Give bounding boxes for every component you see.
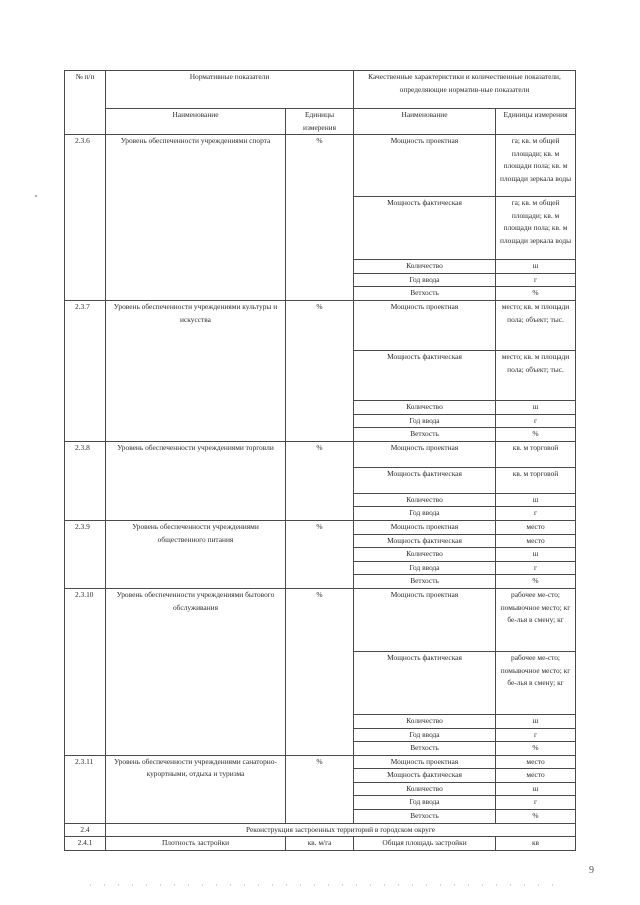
char-year: Год ввода bbox=[354, 561, 496, 575]
char-unit: % bbox=[496, 428, 576, 442]
char-power-design: Мощность проектная bbox=[354, 135, 496, 197]
char-power-actual: Мощность фактическая bbox=[354, 350, 496, 400]
section-title: Реконструкция застроенных территорий в городском округе bbox=[106, 823, 576, 837]
normatives-table bbox=[64, 70, 576, 851]
row-number: 2.3.9 bbox=[65, 520, 106, 588]
char-wear: Ветхость bbox=[354, 810, 496, 824]
char-unit: рабочее ме-сто; помывочное место; кг бе-лья в смену; кг bbox=[496, 651, 576, 714]
row-number: 2.3.7 bbox=[65, 300, 106, 441]
indicator-unit: кв. м/га bbox=[286, 837, 354, 851]
indicator-unit: % bbox=[286, 441, 354, 520]
scan-artifact bbox=[35, 195, 37, 197]
char-power-actual: Мощность фактическая bbox=[354, 651, 496, 714]
char-power-design: Мощность проектная bbox=[354, 300, 496, 350]
indicator-unit: % bbox=[286, 520, 354, 588]
char-power-actual: Мощность фактическая bbox=[354, 769, 496, 783]
char-wear: Ветхость bbox=[354, 287, 496, 301]
char-wear: Ветхость bbox=[354, 575, 496, 589]
char-unit: га; кв. м общей площади; кв. м площади пола; кв. м площади зеркала воды bbox=[496, 135, 576, 197]
char-unit: г bbox=[496, 561, 576, 575]
char-power-design: Мощность проектная bbox=[354, 520, 496, 534]
char-unit: место bbox=[496, 534, 576, 548]
char-unit: рабочее ме-сто; помывочное место; кг бе-лья в смену; кг bbox=[496, 588, 576, 651]
char-unit: место; кв. м площади пола; объект; тыс. bbox=[496, 300, 576, 350]
indicator-unit: % bbox=[286, 300, 354, 441]
header-normative: Нормативные показатели bbox=[106, 71, 354, 109]
char-unit: % bbox=[496, 742, 576, 756]
char-unit: г bbox=[496, 796, 576, 810]
header-units-2: Единицы измерения bbox=[496, 109, 576, 135]
header-num: № п/п bbox=[65, 71, 106, 135]
char-year: Год ввода bbox=[354, 273, 496, 287]
indicator-name: Уровень обеспеченности учреждениями спорта bbox=[106, 135, 286, 301]
char-power-actual: Мощность фактическая bbox=[354, 467, 496, 493]
char-power-design: Мощность проектная bbox=[354, 441, 496, 467]
char-quantity: Количество bbox=[354, 548, 496, 562]
char-unit: место bbox=[496, 520, 576, 534]
char-year: Год ввода bbox=[354, 507, 496, 521]
indicator-unit: % bbox=[286, 755, 354, 823]
indicator-name: Уровень обеспеченности учреждениями торговли bbox=[106, 441, 286, 520]
char-power-design: Мощность проектная bbox=[354, 588, 496, 651]
char-power-actual: Мощность фактическая bbox=[354, 534, 496, 548]
char-unit: кв. м торговой bbox=[496, 441, 576, 467]
char-unit: кв bbox=[496, 837, 576, 851]
header-name-2: Наименование bbox=[354, 109, 496, 135]
char-wear: Ветхость bbox=[354, 428, 496, 442]
char-unit: г bbox=[496, 414, 576, 428]
char-unit: ш bbox=[496, 260, 576, 274]
char-unit: ш bbox=[496, 400, 576, 414]
char-year: Год ввода bbox=[354, 796, 496, 810]
page-number: 9 bbox=[589, 865, 594, 876]
scan-artifact bbox=[90, 884, 560, 886]
row-number: 2.4.1 bbox=[65, 837, 106, 851]
char-name: Общая площадь застройки bbox=[354, 837, 496, 851]
char-power-actual: Мощность фактическая bbox=[354, 197, 496, 260]
indicator-unit: % bbox=[286, 588, 354, 755]
char-year: Год ввода bbox=[354, 728, 496, 742]
char-quantity: Количество bbox=[354, 400, 496, 414]
char-unit: ш bbox=[496, 714, 576, 728]
char-unit: % bbox=[496, 287, 576, 301]
indicator-name: Уровень обеспеченности учреждениями санаторно-курортными, отдыха и туризма bbox=[106, 755, 286, 823]
char-unit: г bbox=[496, 728, 576, 742]
indicator-unit: % bbox=[286, 135, 354, 301]
char-unit: % bbox=[496, 575, 576, 589]
char-quantity: Количество bbox=[354, 493, 496, 507]
row-number: 2.3.6 bbox=[65, 135, 106, 301]
char-year: Год ввода bbox=[354, 414, 496, 428]
indicator-name: Уровень обеспеченности учреждениями бытового обслуживания bbox=[106, 588, 286, 755]
row-number: 2.3.10 bbox=[65, 588, 106, 755]
header-units: Единицы измерения bbox=[286, 109, 354, 135]
char-quantity: Количество bbox=[354, 714, 496, 728]
char-quantity: Количество bbox=[354, 782, 496, 796]
row-number: 2.4 bbox=[65, 823, 106, 837]
char-wear: Ветхость bbox=[354, 742, 496, 756]
char-quantity: Количество bbox=[354, 260, 496, 274]
char-unit: % bbox=[496, 810, 576, 824]
indicator-name: Плотность застройки bbox=[106, 837, 286, 851]
char-unit: место bbox=[496, 755, 576, 769]
char-power-design: Мощность проектная bbox=[354, 755, 496, 769]
char-unit: ш bbox=[496, 493, 576, 507]
row-number: 2.3.8 bbox=[65, 441, 106, 520]
indicator-name: Уровень обеспеченности учреждениями общественного питания bbox=[106, 520, 286, 588]
char-unit: место bbox=[496, 769, 576, 783]
char-unit: ш bbox=[496, 782, 576, 796]
indicator-name: Уровень обеспеченности учреждениями культуры и искусства bbox=[106, 300, 286, 441]
header-name: Наименование bbox=[106, 109, 286, 135]
char-unit: ш bbox=[496, 548, 576, 562]
char-unit: г bbox=[496, 507, 576, 521]
char-unit: кв. м торговой bbox=[496, 467, 576, 493]
char-unit: г bbox=[496, 273, 576, 287]
header-qualitative: Качественные характеристики и количественные показатели, определяющие норматив-ные показатели bbox=[354, 71, 576, 109]
char-unit: га; кв. м общей площади; кв. м площади пола; кв. м площади зеркала воды bbox=[496, 197, 576, 260]
char-unit: место; кв. м площади пола; объект; тыс. bbox=[496, 350, 576, 400]
row-number: 2.3.11 bbox=[65, 755, 106, 823]
